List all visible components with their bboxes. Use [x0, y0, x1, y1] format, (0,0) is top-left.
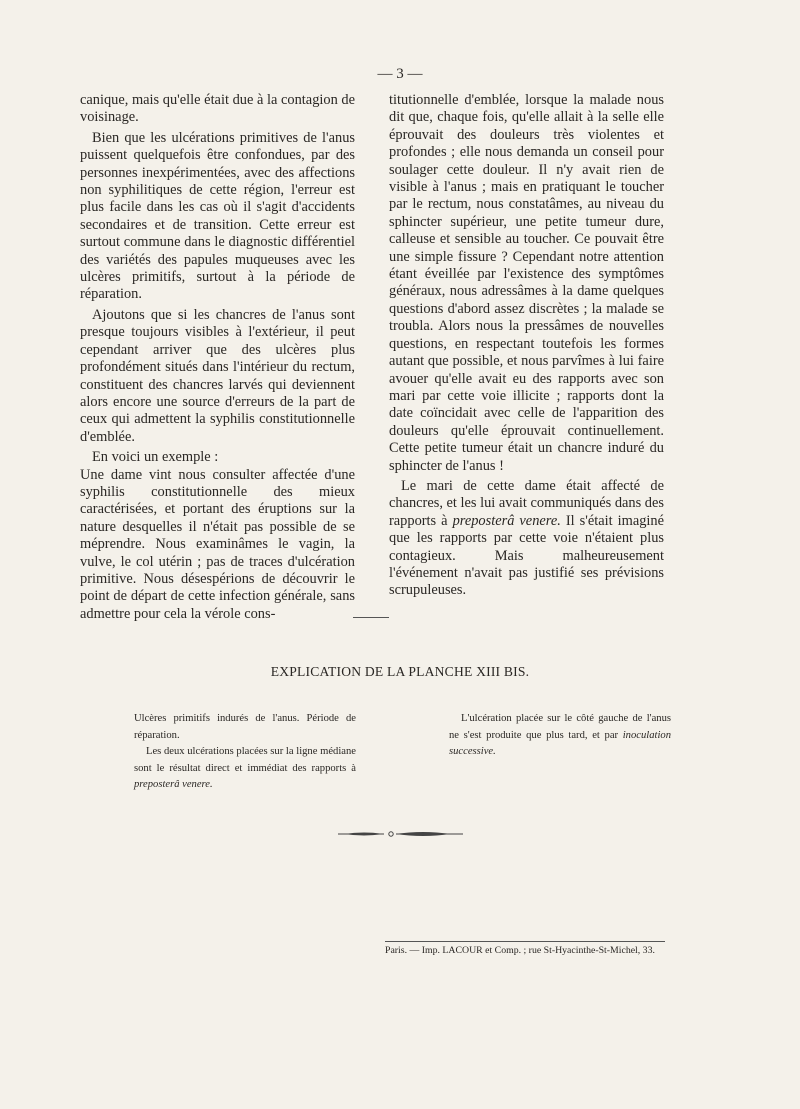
paragraph: En voici un exemple :	[92, 449, 219, 466]
paragraph: Bien que les ulcérations primitives de l'anus puissent quelquefois être confondues, par des personnes inexpérimentées, avec des affections non syphilitiques de cette région, l'erreur est plus facile dans les cas où il s'agit d'accidents secondaires et de transition. Cette erreur est surtout commune dans le diagnostic différentiel des variétés des papules muqueuses avec les ulcères primitifs, surtout à la période de réparation.	[80, 129, 355, 303]
caption-paragraph	[449, 711, 671, 761]
text-run: Les deux ulcérations placées sur la ligne médiane sont le résultat direct et immédiat des rapports à	[134, 746, 356, 774]
caption-paragraph: Ulcères primitifs indurés de l'anus. Période de réparation.	[134, 713, 356, 741]
paragraph: Ajoutons que si les chancres de l'anus sont presque toujours visibles à l'extérieur, il peut cependant arriver que des ulcères plus profondément situés dans l'intérieur du rectum, constituent des chancres larvés qui deviennent alors encore une source d'erreurs de la part de ceux qui admettent la syphilis constitutionnelle d'emblée.	[80, 306, 355, 445]
caption-right	[449, 711, 671, 761]
section-title: EXPLICATION DE LA PLANCHE XIII BIS.	[270, 664, 530, 679]
left-column	[80, 92, 355, 623]
italic-phrase: inoculation successive.	[449, 729, 671, 758]
italic-phrase: preposterâ venere.	[134, 779, 213, 791]
paragraph: Une dame vint nous consulter affectée d'une syphilis constitutionnelle des mieux caractérisées, et portant des éruptions sur la nature desquelles il n'était pas possible de se méprendre. Nous examinâmes le vagin, la vulve, le col utérin ; pas de traces d'ulcération primitive. Nous désespérions de découvrir le point de départ de cette infection générale, sans admettre pour cela la vérole cons-	[80, 466, 355, 622]
caption-paragraph	[134, 744, 356, 794]
imprint: Paris. — Imp. LACOUR et Comp. ; rue St-Hyacinthe-St-Michel, 33.	[385, 945, 655, 956]
right-column	[389, 92, 664, 600]
text-run: Le mari de cette dame était affecté de chancres, et les lui avait communiqués dans des rapports à	[389, 477, 664, 529]
paragraph: canique, mais qu'elle était due à la contagion de voisinage.	[80, 92, 355, 126]
text-run: L'ulcération placée sur le côté gauche de l'anus ne s'est produite que plus tard, et par	[449, 713, 671, 741]
italic-phrase: preposterâ venere.	[452, 512, 561, 529]
paragraph	[389, 478, 664, 600]
caption-left	[134, 711, 356, 794]
divider	[353, 617, 389, 618]
imprint-rule	[385, 941, 665, 942]
ornament-divider-icon	[338, 828, 463, 840]
page-number: — 3 —	[377, 66, 423, 82]
text-run: Il s'était imaginé que les rapports par cette voie n'étaient plus contagieux. Mais malheureusement l'événement n'avait pas justifié ses prévisions scrupuleuses.	[389, 512, 664, 599]
paragraph: titutionnelle d'emblée, lorsque la malade nous dit que, chaque fois, qu'elle allait à la selle elle éprouvait des douleurs très violentes et profondes ; elle nous demanda un conseil pour soulager cette douleur. Il n'y avait rien de visible à l'anus ; mais en pratiquant le toucher par le rectum, nous constatâmes, au niveau du sphincter supérieur, une petite tumeur dure, calleuse et sensible au toucher. Ce pouvait être une simple fissure ? Cependant notre attention étant éveillée par l'existence des symptômes généraux, nous adressâmes à la dame quelques questions d'abord assez discrètes ; la malade se troubla. Alors nous la pressâmes de nouvelles questions, en respectant toutefois les formes autant que possible, et nous parvîmes à lui faire avouer qu'elle avait eu des rapports avec son mari par cette voie illicite ; rapports dont la date coïncidait avec celle de l'apparition des douleurs qu'elle éprouvait continuellement. Cette petite tumeur était un chancre induré du sphincter de l'anus !	[389, 92, 664, 474]
